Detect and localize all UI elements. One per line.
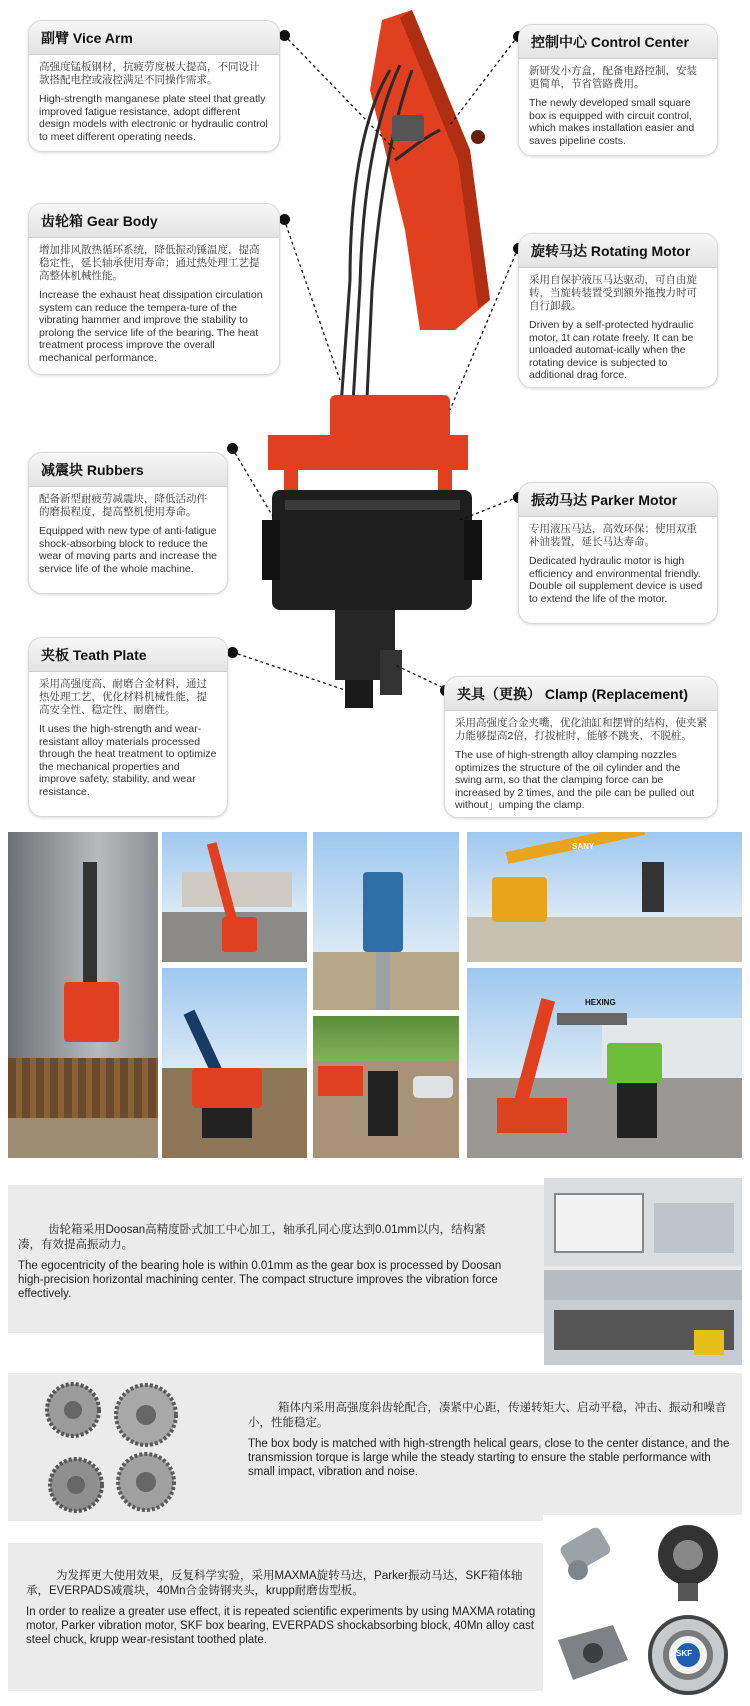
orange-gear-body xyxy=(192,1068,262,1108)
photo-excavator-street xyxy=(162,832,307,962)
control-center-title: 控制中心 Control Center xyxy=(519,25,717,59)
vice-arm-en: High-strength manganese plate steel that greatly improved fatigue resistance, adopt different design models with electronic or hydraulic control to meet different operating needs. xyxy=(39,93,268,143)
sany-label: SANY xyxy=(572,842,595,851)
rubbers-cn: 配备新型耐疲劳减震块，降低活动件的磨损程度，提高整机使用寿命。 xyxy=(39,493,207,518)
vice-arm-title: 副臂 Vice Arm xyxy=(29,21,279,55)
skf-logo: SKF xyxy=(676,1649,692,1658)
clamp-title: 夹具（更换） Clamp (Replacement) xyxy=(445,677,717,711)
control-center-en: The newly developed small square box is equipped with circuit control, which makes installation easier and saves pipeline costs. xyxy=(529,97,695,147)
parker-motor-en: Dedicated hydraulic motor is high efficiency and environmental friendly. Double oil supplement device is used to extend the life of the motor. xyxy=(529,555,703,605)
photo-sheet-pile-wall xyxy=(8,832,158,1158)
photo-hexing-hammer xyxy=(467,968,742,1158)
machining-en: The egocentricity of the bearing hole is within 0.01mm as the gear box is processed by Doosan high-precision horizontal machining center. The compact structure improves the vibration force effectively. xyxy=(18,1260,502,1300)
teath-plate-card xyxy=(28,637,228,817)
hexing-green-head xyxy=(607,1043,662,1083)
gears-en: The box body is matched with high-strength helical gears, close to the center distance, and the transmission torque is large while the steady starting to ensure the stable performance with small impact, vibration and noise. xyxy=(248,1438,730,1478)
photo-machining-center-1 xyxy=(544,1178,742,1266)
teath-plate-en: It uses the high-strength and wear-resistant alloy materials processed through the heat treatment to optimize the mechanical properties and improve safety, stability, and wear resistance. xyxy=(39,723,217,798)
rotating-motor-title: 旋转马达 Rotating Motor xyxy=(519,234,717,268)
parker-motor-title: 振动马达 Parker Motor xyxy=(519,483,717,517)
rubbers-en: Equipped with new type of anti-fatigue shock-absorbing block to reduce the wear of moving parts and increase the service life of the whole machine. xyxy=(39,525,218,575)
teath-plate-marker xyxy=(227,647,238,658)
gears-cn: 箱体内采用高强度斜齿轮配合，凑紧中心距，传递转矩大、启动平稳，冲击、振动和噪音小，性能稳定。 xyxy=(248,1402,727,1429)
photo-machining-center-2 xyxy=(544,1270,742,1365)
components-cn: 为发挥更大使用效果，反复科学实验，采用MAXMA旋转马达，Parker振动马达，SKF箱体轴承，EVERPADS减震块，40Mn合金铸钢夹头，krupp耐磨齿型板。 xyxy=(26,1570,523,1597)
hammer-orange xyxy=(64,982,119,1042)
rubbers-card xyxy=(28,452,228,594)
components-photos xyxy=(543,1515,743,1700)
vice-arm-card xyxy=(28,20,280,152)
pile-wall xyxy=(8,1058,158,1118)
components-en: In order to realize a greater use effect, it is repeated scientific experiments by using MAXMA rotating motor, Parker vibration motor, SKF box bearing, EVERPADS shockabsorbing block, 40Mn alloy cast steel chuck, krupp wear-resistant toothed plate. xyxy=(26,1606,536,1646)
photo-sany-excavator xyxy=(467,832,742,962)
clamp-card xyxy=(444,676,718,818)
clamp-cn: 采用高强度合金夹嘴，优化油缸和摆臂的结构，使夹紧力能够提高2倍，打拔桩时，能够不跳夹、不脱桩。 xyxy=(455,717,707,742)
control-center-card xyxy=(518,24,718,156)
photo-blue-hammer xyxy=(313,832,459,1010)
gear-body-title: 齿轮箱 Gear Body xyxy=(29,204,279,238)
parker-motor-card xyxy=(518,482,718,624)
teath-plate-cn: 采用高强度高、耐磨合金材料，通过热处理工艺，优化材料机械性能，提高安全性、稳定性、耐磨性。 xyxy=(39,678,207,716)
photo-excavator-worksite xyxy=(162,968,307,1158)
vice-arm-marker xyxy=(279,30,290,41)
vice-arm-cn: 高强度锰板钢材，抗疲劳度极大提高，不同设计款搭配电控或液控满足不同操作需求。 xyxy=(39,61,260,86)
blue-hammer xyxy=(363,872,403,952)
rotating-motor-cn: 采用自保护液压马达驱动，可自由旋转，当旋转装置受到额外拖拽力时可自行卸载。 xyxy=(529,274,697,312)
gear-body-marker xyxy=(279,214,290,225)
machining-cn: 齿轮箱采用Doosan高精度卧式加工中心加工，轴承孔同心度达到0.01mm以内，结构紧凑，有效提高振动力。 xyxy=(18,1224,486,1251)
gear-body-card xyxy=(28,203,280,375)
control-center-cn: 新研发小方盒，配备电路控制，安装更简单，节省管路费用。 xyxy=(529,65,697,90)
gear-body-en: Increase the exhaust heat dissipation circulation system can reduce the tempera-ture of the vibrating hammer and improve the stability to prolong the service life of the bearing. The heat treatment process improve the overall mechanical performance. xyxy=(39,289,263,364)
gear-icon xyxy=(47,1384,176,1511)
parker-motor-cn: 专用液压马达，高效环保；使用双重补油装置，延长马达寿命。 xyxy=(529,523,697,548)
gear-body-cn: 增加排风散热循环系统，降低振动锤温度，提高稳定性，延长轴承使用寿命；通过热处理工艺提高整体机械性能。 xyxy=(39,244,260,282)
rotating-motor-en: Driven by a self-protected hydraulic motor, 1t can rotate freely. It can be unloaded automat-ically when the rotating device is subjected to additional drag force. xyxy=(529,319,694,381)
rotating-motor-card xyxy=(518,233,718,388)
hexing-label: HEXING xyxy=(585,998,616,1007)
helical-gears-photo xyxy=(28,1370,218,1520)
teath-plate-title: 夹板 Teath Plate xyxy=(29,638,227,672)
rubbers-marker xyxy=(227,443,238,454)
photo-hammer-carpark xyxy=(313,1016,459,1158)
rubbers-title: 减震块 Rubbers xyxy=(29,453,227,487)
clamp-en: The use of high-strength alloy clamping nozzles optimizes the structure of the oil cylinder and the swing arm, so that the clamping force can be increased by 2 times, and the pile can be pulled out without」umping the clamp. xyxy=(455,749,695,811)
